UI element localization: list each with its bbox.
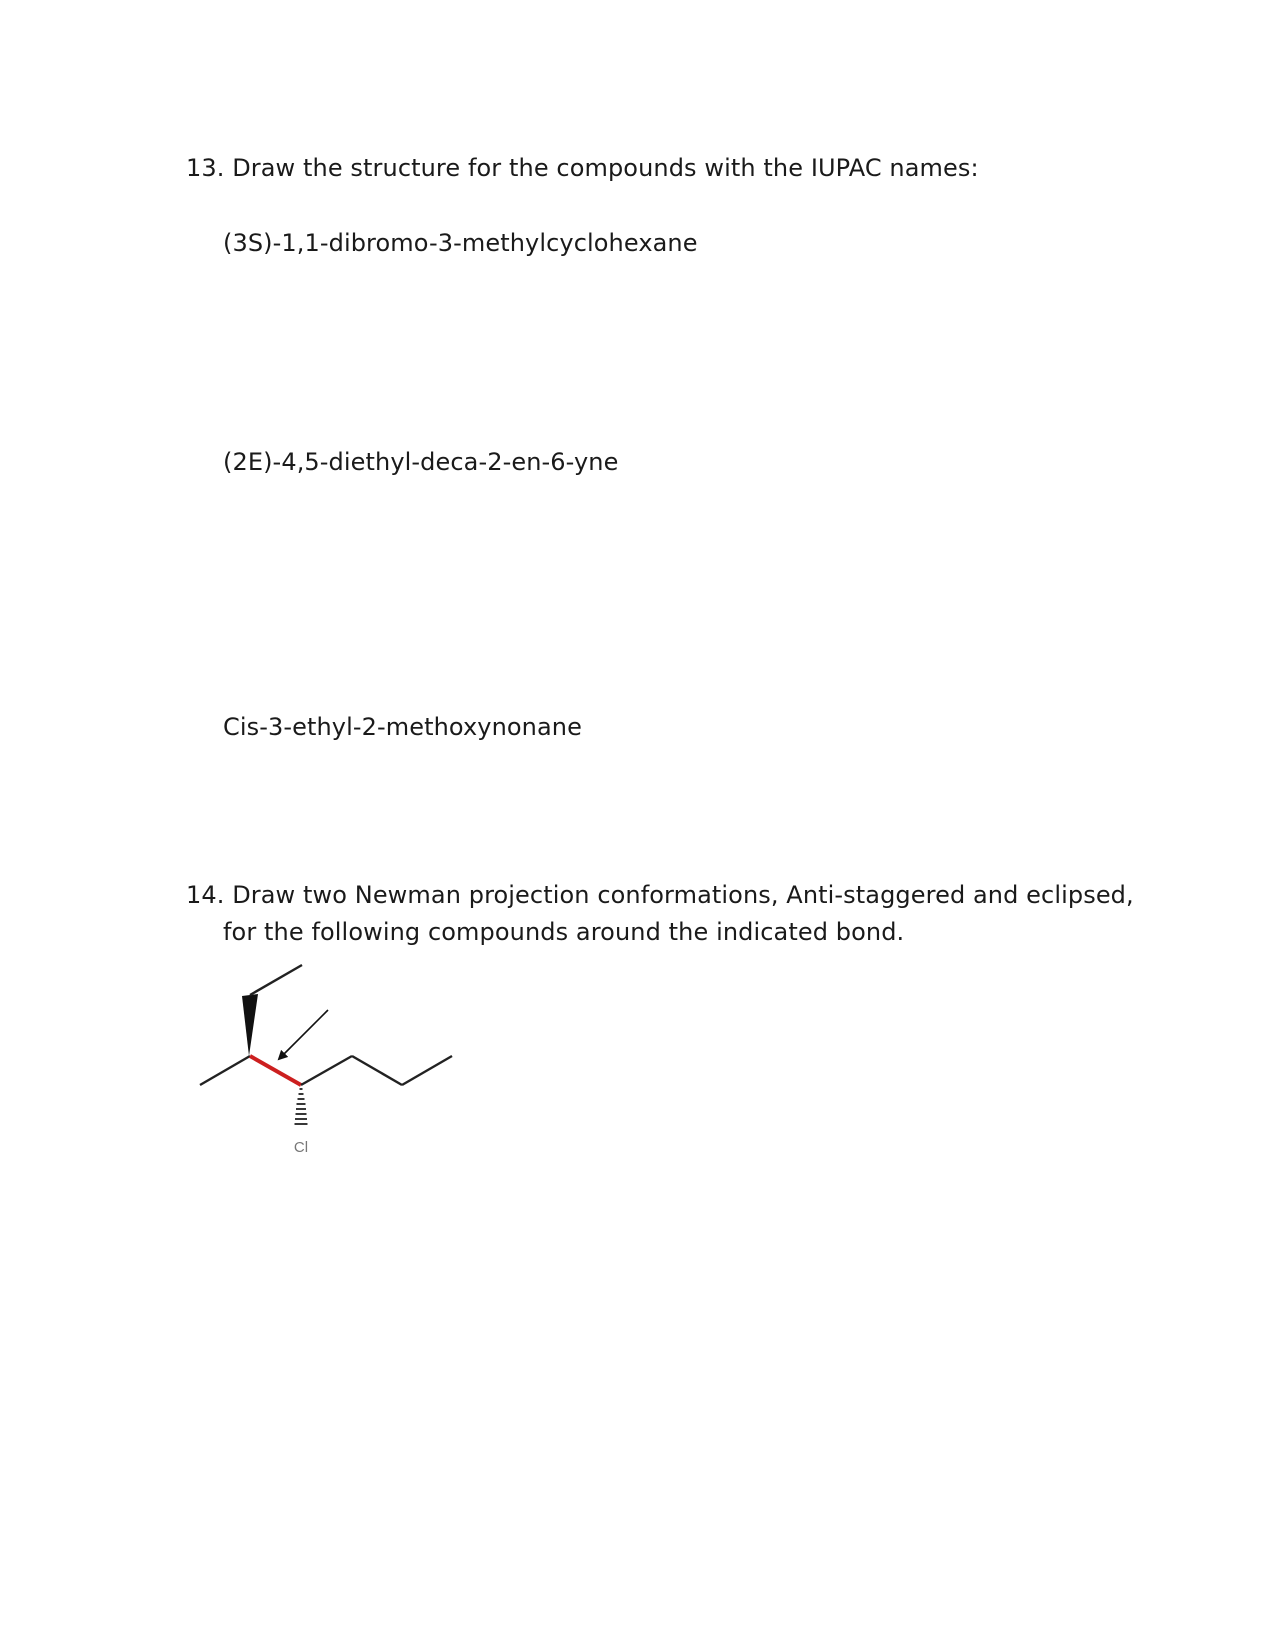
question-14-prompt-line-2: for the following compounds around the indicated bond.: [223, 918, 905, 946]
compound-name-3: Cis-3-ethyl-2-methoxynonane: [223, 713, 582, 741]
question-13-prompt: 13. Draw the structure for the compounds with the IUPAC names:: [186, 154, 979, 182]
bond-methyl: [200, 1056, 250, 1085]
compound-name-2: (2E)-4,5-diethyl-deca-2-en-6-yne: [223, 448, 619, 476]
bond-chain-1: [301, 1056, 352, 1085]
wedge-bond: [242, 994, 258, 1056]
skeletal-structure-diagram: [180, 960, 480, 1170]
chlorine-label: Cl: [293, 1139, 309, 1156]
hashed-wedge-bond: [295, 1089, 308, 1124]
arrow-pointer: [279, 1010, 328, 1059]
bond-chain-2: [352, 1056, 402, 1085]
highlighted-bond: [250, 1056, 301, 1085]
bond-chain-3: [402, 1056, 452, 1085]
question-14-prompt-line-1: 14. Draw two Newman projection conformations, Anti-staggered and eclipsed,: [186, 881, 1134, 909]
bond-ethyl-end: [250, 965, 302, 995]
compound-name-1: (3S)-1,1-dibromo-3-methylcyclohexane: [223, 229, 698, 257]
